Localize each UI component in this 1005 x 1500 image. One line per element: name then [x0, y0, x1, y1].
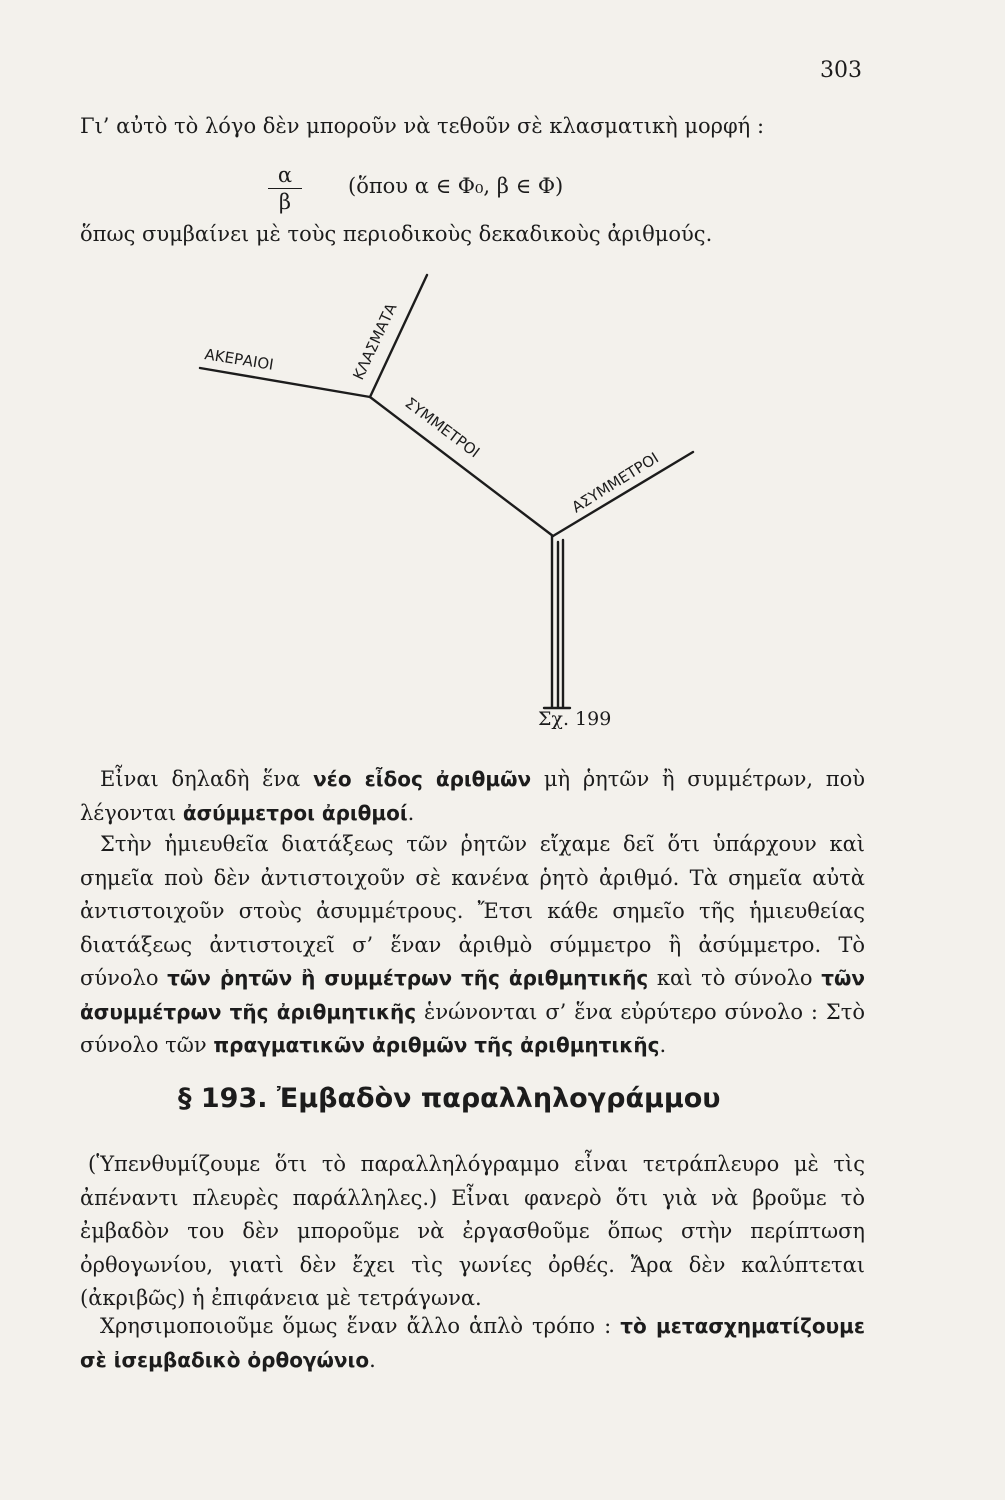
number-sets-diagram	[190, 255, 662, 715]
label-klasmata: ΚΛΑΣΜΑΤΑ	[349, 300, 401, 383]
paragraph-3	[80, 1148, 865, 1316]
paragraph-2	[80, 828, 865, 1063]
page-number: 303	[820, 58, 862, 83]
paragraph-4-text: .	[369, 1347, 376, 1372]
paragraph-2-bold: πραγματικῶν ἀριθμῶν τῆς ἀριθμητικῆς	[213, 1033, 660, 1057]
paragraph-4-text: Χρησιμοποιοῦμε ὅμως ἕναν ἄλλο ἁπλὸ τρόπο :	[100, 1314, 621, 1338]
label-akeraioi: ΑΚΕΡΑΙΟΙ	[203, 345, 275, 374]
paragraph-2-text: Στὴν ἡμιευθεῖα διατάξεως τῶν ῥητῶν εἴχαμε δεῖ ὅτι ὑπάρχουν καὶ σημεῖα ποὺ δὲν ἀντιστοιχοῦν σὲ κανένα ῥητὸ ἀριθμό. Τὰ σημεῖα αὐτὰ ἀντιστοιχοῦν στοὺς ἀσυμμέτρους. Ἔτσι κάθε σημεῖο τῆς ἡμιευθείας διατάξεως ἀντιστοιχεῖ σ’ ἕναν ἀριθμὸ σύμμετρο ἢ ἀσύμμετρο. Τὸ σύνολο	[80, 832, 865, 990]
asymmetroi-branch	[553, 452, 693, 536]
paragraph-1-text: Εἶναι δηλαδὴ ἕνα	[100, 767, 314, 791]
fraction-condition: (ὅπου α ∈ Φ₀, β ∈ Φ)	[348, 174, 564, 198]
figure-caption: Σχ. 199	[538, 708, 612, 730]
paragraph-1-bold: νέο εἶδος ἀριθμῶν	[313, 767, 532, 791]
paragraph-2-text: .	[659, 1033, 667, 1057]
paragraph-1-text: .	[407, 800, 415, 825]
paragraph-2-text: καὶ τὸ σύνολο	[648, 966, 822, 990]
label-symmetroi: ΣΥΜΜΕΤΡΟΙ	[401, 393, 484, 462]
paragraph-4-bold: τὸ μετασχηματίζουμε σὲ ἰσεμβαδικὸ ὀρθογώνιο	[80, 1314, 865, 1372]
symmetroi-branch	[370, 397, 553, 536]
fraction-denominator: β	[278, 190, 292, 214]
paragraph-1	[80, 763, 865, 830]
paragraph-4	[80, 1310, 865, 1377]
paragraph-2-bold: τῶν ῥητῶν ἢ συμμέτρων τῆς ἀριθμητικῆς	[167, 966, 649, 990]
paragraph-1-bold: ἀσύμμετροι ἀριθμοί	[182, 800, 408, 825]
akeraioi-branch	[200, 368, 370, 397]
fraction	[268, 163, 302, 215]
paragraph-1-text: μὴ ῥητῶν ἢ συμμέτρων, ποὺ λέγονται	[80, 767, 866, 825]
fraction-numerator: α	[268, 163, 302, 189]
paragraph-2-text: ἑνώνονται σ’ ἕνα εὐρύτερο σύνολο : Στὸ σύνολο τῶν	[80, 999, 865, 1057]
paragraph-2-bold: τῶν ἀσυμμέτρων τῆς ἀριθμητικῆς	[80, 966, 865, 1024]
label-asymmetroi: ΑΣΥΜΜΕΤΡΟΙ	[568, 448, 662, 517]
paragraph-3-text: (Ὑπενθυμίζουμε ὅτι τὸ παραλληλόγραμμο εἶναι τετράπλευρο μὲ τὶς ἀπέναντι πλευρὲς παράλληλες.) Εἶναι φανερὸ ὅτι γιὰ νὰ βροῦμε τὸ ἐμβαδὸν του δὲν μποροῦμε νὰ ἐργασθοῦμε ὅπως στὴν περίπτωση ὀρθογωνίου, γιατὶ δὲν ἔχει τὶς γωνίες ὀρθές. Ἄρα δὲν καλύπτεται (ἀκριβῶς) ἡ ἐπιφάνεια μὲ τετράγωνα.	[80, 1152, 865, 1310]
intro-line: Γι’ αὐτὸ τὸ λόγο δὲν μποροῦν νὰ τεθοῦν σὲ κλασματικὴ μορφή :	[80, 114, 765, 138]
after-fraction-line: ὅπως συμβαίνει μὲ τοὺς περιοδικοὺς δεκαδικοὺς ἀριθμούς.	[80, 222, 713, 246]
section-heading: § 193. Ἐμβαδὸν παραλληλογράμμου	[178, 1083, 721, 1114]
